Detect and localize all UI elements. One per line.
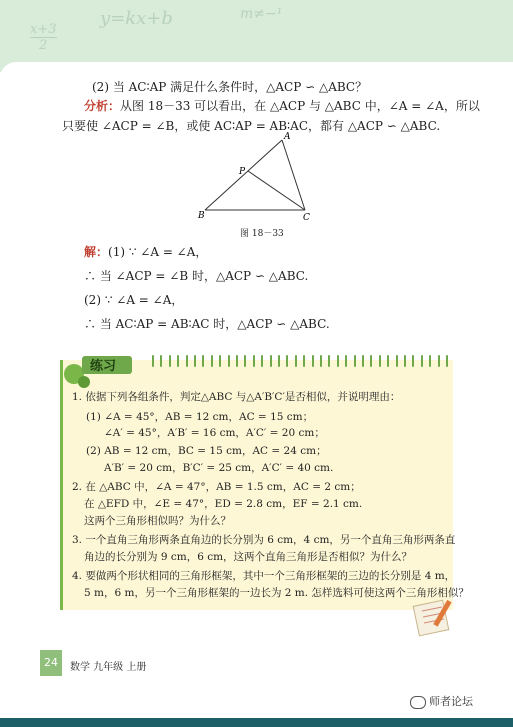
ring-icon bbox=[177, 355, 179, 367]
analysis-line-2: 只要使 ∠ACP = ∠B，或使 AC∶AP = AB∶AC，都有 △ACP ∽ △ABC. bbox=[62, 119, 441, 133]
analysis-line bbox=[84, 98, 480, 114]
ring-icon bbox=[404, 355, 406, 367]
solution-label: 解： bbox=[84, 245, 109, 259]
ring-icon bbox=[387, 355, 389, 367]
exercise-item: ∠A′ = 45°，A′B′ = 16 cm，A′C′ = 20 cm； bbox=[104, 427, 325, 439]
ring-icon bbox=[261, 355, 263, 367]
exercise-item: 5 m，6 m，另一个三角形框架的一边长为 2 m. 怎样选料可使这两个三角形相似？ bbox=[84, 587, 469, 599]
vertex-a: A bbox=[284, 132, 291, 142]
ring-icon bbox=[253, 355, 255, 367]
banner-formula-line: y=kx+b bbox=[100, 8, 173, 29]
watermark-text: 师者论坛 bbox=[429, 695, 473, 708]
solution-line-4: ∴ 当 AC∶AP = AB∶AC 时，△ACP ∽ △ABC. bbox=[84, 317, 330, 331]
ring-icon bbox=[412, 355, 414, 367]
side-ac bbox=[282, 140, 305, 210]
ring-icon bbox=[354, 355, 356, 367]
solution-text-1: (1) ∵ ∠A = ∠A， bbox=[108, 245, 208, 259]
analysis-label: 分析： bbox=[84, 99, 121, 113]
chat-bubble-icon bbox=[410, 696, 426, 709]
exercise-item: (2) AB = 12 cm，BC = 15 cm，AC = 24 cm； bbox=[86, 445, 327, 457]
point-p: P bbox=[239, 167, 246, 177]
exercise-item: 1. 依据下列各组条件，判定△ABC 与△A′B′C′是否相似，并说明理由： bbox=[72, 391, 401, 403]
ring-icon bbox=[396, 355, 398, 367]
ring-icon bbox=[370, 355, 372, 367]
ring-icon bbox=[320, 355, 322, 367]
ring-icon bbox=[337, 355, 339, 367]
segment-pc bbox=[248, 171, 305, 210]
ring-icon bbox=[270, 355, 272, 367]
exercise-item: 在 △EFD 中，∠E = 47°，ED = 2.8 cm，EF = 2.1 cm. bbox=[84, 498, 363, 510]
triangle-figure bbox=[190, 130, 320, 225]
solution-line-1 bbox=[84, 244, 207, 260]
ring-icon bbox=[278, 355, 280, 367]
ring-icon bbox=[186, 355, 188, 367]
ring-icon bbox=[236, 355, 238, 367]
ring-icon bbox=[286, 355, 288, 367]
exercise-item: (1) ∠A = 45°，AB = 12 cm，AC = 15 cm； bbox=[86, 411, 314, 423]
exercise-item: 3. 一个直角三角形两条直角边的长分别为 6 cm，4 cm，另一个直角三角形两条直 bbox=[72, 534, 456, 546]
figure-caption: 图 18－33 bbox=[240, 229, 284, 239]
exercise-item: 4. 要做两个形状相同的三角形框架，其中一个三角形框架的三边的长分别是 4 m， bbox=[72, 570, 456, 582]
ring-icon bbox=[429, 355, 431, 367]
ring-icon bbox=[421, 355, 423, 367]
ring-icon bbox=[295, 355, 297, 367]
question-2: (2) 当 AC∶AP 满足什么条件时，△ACP ∽ △ABC？ bbox=[92, 80, 368, 94]
ring-icon bbox=[194, 355, 196, 367]
exercise-item: 2. 在 △ABC 中，∠A = 47°，AB = 1.5 cm，AC = 2 cm； bbox=[72, 481, 361, 493]
ring-icon bbox=[345, 355, 347, 367]
ring-icon bbox=[219, 355, 221, 367]
exercise-title: 练习 bbox=[90, 359, 117, 374]
exercise-item: 这两个三角形相似吗？为什么？ bbox=[84, 515, 231, 527]
ring-icon bbox=[211, 355, 213, 367]
vertex-c: C bbox=[303, 213, 310, 223]
exercise-title-graphic bbox=[60, 348, 150, 388]
analysis-text: 从图 18－33 可以看出，在 △ACP 与 △ABC 中，∠A = ∠A，所以 bbox=[120, 99, 480, 113]
bottom-bar bbox=[0, 718, 513, 727]
book-title: 数学 九年级 上册 bbox=[70, 662, 147, 673]
ring-icon bbox=[228, 355, 230, 367]
exercise-item: A′B′ = 20 cm，B′C′ = 25 cm，A′C′ = 40 cm. bbox=[104, 462, 334, 474]
ring-icon bbox=[160, 355, 162, 367]
notebook-pencil-icon bbox=[410, 595, 460, 640]
solution-line-3: (2) ∵ ∠A = ∠A， bbox=[84, 293, 184, 307]
ring-icon bbox=[244, 355, 246, 367]
watermark bbox=[410, 693, 473, 709]
ring-icon bbox=[362, 355, 364, 367]
solution-line-2: ∴ 当 ∠ACP = ∠B 时，△ACP ∽ △ABC. bbox=[84, 269, 309, 283]
ring-icon bbox=[152, 355, 154, 367]
vertex-b: B bbox=[198, 211, 205, 221]
ring-icon bbox=[202, 355, 204, 367]
ring-icon bbox=[303, 355, 305, 367]
ring-icon bbox=[312, 355, 314, 367]
ring-icon bbox=[446, 355, 448, 367]
ring-icon bbox=[328, 355, 330, 367]
banner-formula-m: m≠−¹ bbox=[240, 6, 283, 22]
page-number: 24 bbox=[40, 650, 62, 676]
green-ball-small-icon bbox=[78, 376, 90, 388]
ring-icon bbox=[379, 355, 381, 367]
banner-formula-fraction: x+3 2 bbox=[30, 22, 57, 53]
ring-icon bbox=[438, 355, 440, 367]
exercise-item: 角边的长分别为 9 cm，6 cm，这两个直角三角形是否相似？为什么？ bbox=[84, 551, 413, 563]
ring-icon bbox=[169, 355, 171, 367]
